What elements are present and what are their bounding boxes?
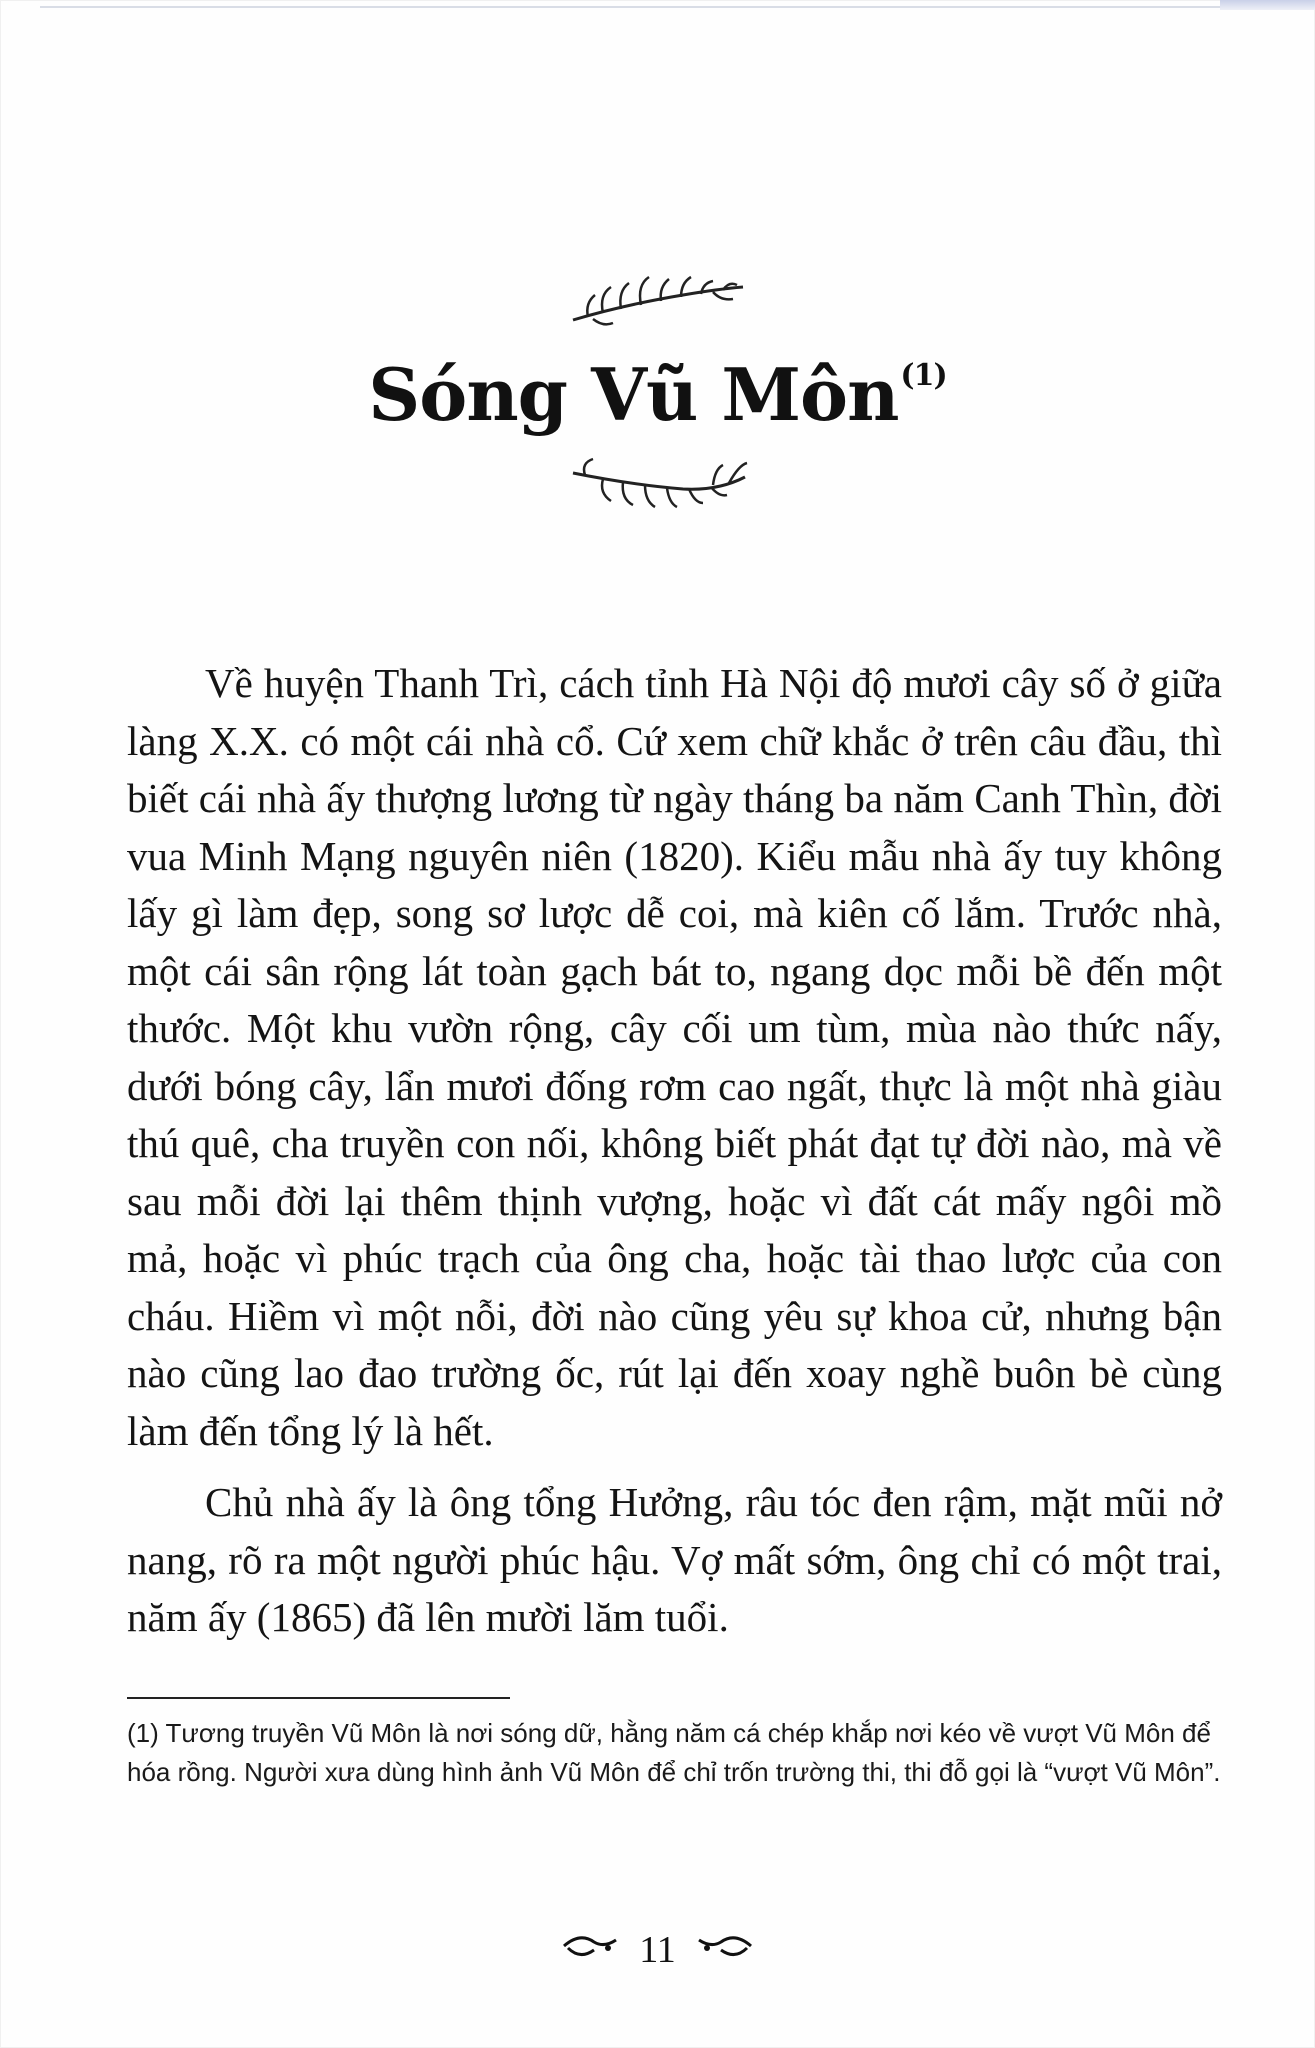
page-number: 11 [639, 1929, 676, 1972]
footnote-reference: (1) [900, 358, 947, 393]
leaf-vine-icon [563, 265, 753, 335]
leaf-vine-icon [563, 455, 753, 515]
chapter-title [0, 352, 1315, 437]
page-number-area [0, 1925, 1315, 1972]
top-edge-mark [1220, 0, 1315, 10]
footnote: (1) Tương truyền Vũ Môn là nơi sóng dữ, hằng năm cá chép khắp nơi kéo về vượt Vũ Môn để hóa rồng. Người xưa dùng hình ảnh Vũ Môn để chỉ trốn trường thi, thi đỗ gọi là “vượt Vũ Môn”. [127, 1718, 1221, 1787]
title-ornament-top [0, 265, 1315, 340]
chapter-title-text: Sóng Vũ Môn [368, 352, 899, 437]
paragraph: Về huyện Thanh Trì, cách tỉnh Hà Nội độ mươi cây số ở giữa làng X.X. có một cái nhà cổ. Cứ xem chữ khắc ở trên câu đầu, thì biết cái nhà ấy thượng lương từ ngày tháng ba năm Canh Thìn, đời vua Minh Mạng nguyên niên (1820). Kiểu mẫu nhà ấy tuy không lấy gì làm đẹp, song sơ lược dễ coi, mà kiên cố lắm. Trước nhà, một cái sân rộng lát toàn gạch bát to, ngang dọc mỗi bề đến một thước. Một khu vườn rộng, cây cối um tùm, mùa nào thức nấy, dưới bóng cây, lẩn mươi đống rơm cao ngất, thực là một nhà giàu thú quê, cha truyền con nối, không biết phát đạt tự đời nào, mà về sau mỗi đời lại thêm thịnh vượng, hoặc vì đất cát mấy ngôi mồ mả, hoặc vì phúc trạch của ông cha, hoặc tài thao lược của con cháu. Hiềm vì một nỗi, đời nào cũng yêu sự khoa cử, nhưng bận nào cũng lao đao trường ốc, rút lại đến xoay nghề buôn bè cùng làm đến tổng lý là hết. [127, 660, 1222, 1454]
body-text [127, 655, 1222, 1661]
paragraph: Chủ nhà ấy là ông tổng Hưởng, râu tóc đen rậm, mặt mũi nở nang, rõ ra một người phúc hậu. Vợ mất sớm, ông chỉ có một trai, năm ấy (1865) đã lên mười lăm tuổi. [127, 1479, 1222, 1640]
title-ornament-bottom [0, 455, 1315, 520]
leaf-scroll-icon [560, 1928, 620, 1972]
footnote-divider [127, 1697, 510, 1699]
top-edge-rule [40, 6, 1280, 8]
leaf-scroll-icon [695, 1928, 755, 1972]
